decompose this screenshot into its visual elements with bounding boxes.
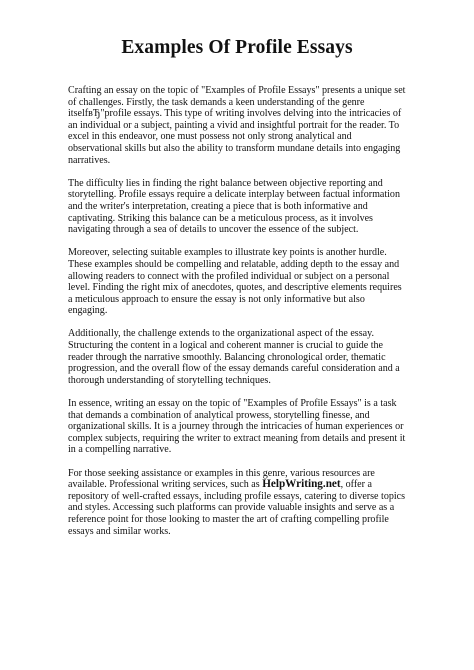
paragraph-6	[68, 468, 406, 538]
paragraph-6-after: , offer a repository of well-crafted essays, including profile essays, catering to diverse topics and styles. Accessing such platforms can provide valuable insights and serve as a reference point for those looking to master the art of crafting compelling profile essays and similar works.	[68, 479, 406, 537]
paragraph-5: In essence, writing an essay on the topic of "Examples of Profile Essays" is a task that demands a combination of analytical prowess, storytelling finesse, and organizational skills. It is a journey through the intricacies of human experiences or complex subjects, requiring the writer to extract meaning from details and present it in a compelling narrative.	[68, 398, 406, 456]
paragraph-2: The difficulty lies in finding the right balance between objective reporting and storytelling. Profile essays require a delicate interplay between factual information and the writer's interpretation, creating a piece that is both informative and captivating. Striking this balance can be a meticulous process, as it involves navigating through a sea of details to uncover the essence of the subject.	[68, 177, 400, 236]
helpwriting-link-text: HelpWriting.net	[262, 478, 341, 491]
paragraph-3: Moreover, selecting suitable examples to illustrate key points is another hurdle. These examples should be compelling and relatable, adding depth to the essay and allowing readers to connect with the profiled individual or subject on a personal level. Finding the right mix of anecdotes, quotes, and descriptive elements requires a meticulous approach to ensure the essay is not only informative but also engaging.	[68, 247, 402, 317]
paragraph-6-before: For those seeking assistance or examples in this genre, various resources are available. Professional writing services, such as	[68, 467, 375, 491]
document-title: Examples Of Profile Essays	[121, 37, 353, 58]
paragraph-4: Additionally, the challenge extends to the organizational aspect of the essay. Structuring the content in a logical and coherent manner is crucial to guide the reader through the narrative smoothly. Balancing chronological order, thematic progression, and the overall flow of the essay demands careful consideration and a thorough understanding of storytelling techniques.	[68, 328, 400, 386]
paragraph-1: Crafting an essay on the topic of "Examples of Profile Essays" presents a unique set of challenges. Firstly, the task demands a keen understanding of the genre itselfвЂ"profile essays. This type of writing involves delving into the intricacies of an individual or a subject, painting a vivid and insightful portrait for the reader. To excel in this endeavor, one must possess not only strong analytical and observational skills but also the ability to transform mundane details into engaging narratives.	[68, 85, 406, 166]
